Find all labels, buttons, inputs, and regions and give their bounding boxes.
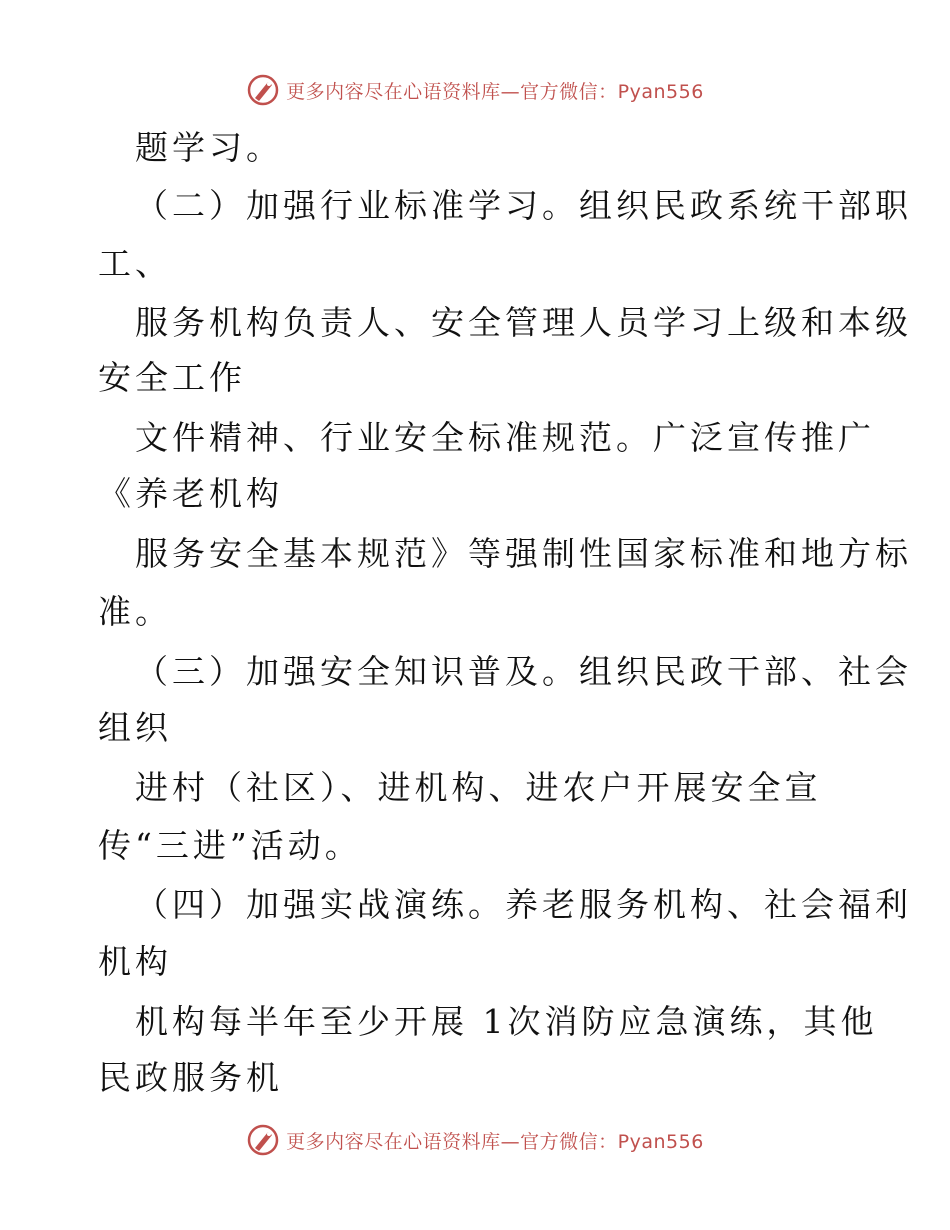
body-line: 机构: [98, 942, 172, 981]
body-line: 服务安全基本规范》等强制性国家标准和地方标: [135, 534, 912, 573]
body-line: 文件精神、行业安全标准规范。广泛宣传推广: [135, 418, 875, 457]
body-line: 民政服务机: [98, 1058, 283, 1097]
body-line: 进村（社区）、进机构、进农户开展安全宣: [135, 768, 822, 807]
body-line: 安全工作: [98, 358, 246, 397]
body-line: 工、: [98, 244, 172, 283]
body-line: 题学习。: [135, 128, 283, 167]
footer-watermark: [0, 1120, 950, 1160]
body-line: 组织: [98, 708, 172, 747]
body-line: 服务机构负责人、安全管理人员学习上级和本级: [135, 303, 912, 342]
body-line: （二）加强行业标准学习。组织民政系统干部职: [135, 186, 912, 225]
body-line: （三）加强安全知识普及。组织民政干部、社会: [135, 652, 912, 691]
pen-nib-icon: [246, 1123, 280, 1157]
body-line: （四）加强实战演练。养老服务机构、社会福利: [135, 885, 912, 924]
body-line: 传“三进”活动。: [98, 826, 362, 865]
footer-watermark-text: 更多内容尽在心语资料库—官方微信：Pyan556: [286, 1130, 704, 1153]
body-line: 《养老机构: [98, 474, 283, 513]
body-line: 机构每半年至少开展 1次消防应急演练，其他: [135, 1002, 878, 1041]
header-watermark-text: 更多内容尽在心语资料库—官方微信：Pyan556: [286, 80, 704, 103]
body-line: 准。: [98, 592, 172, 631]
